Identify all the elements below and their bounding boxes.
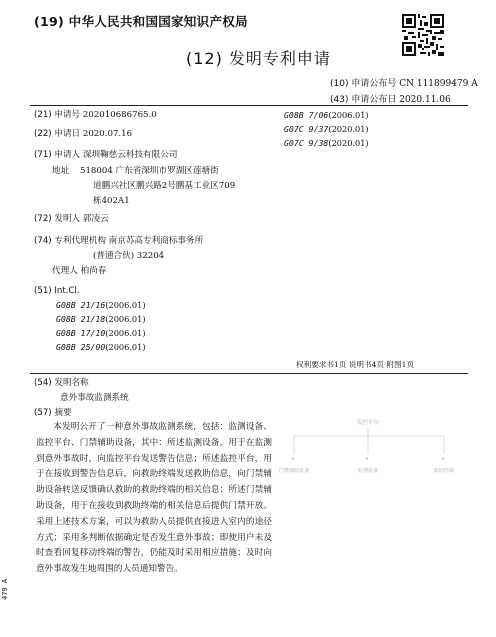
abstract-label: (57) 摘要 [34,408,72,418]
intcl-item: G08B 21/18(2006.01) [56,314,146,324]
intcl-label: (51) Int.Cl. [34,286,80,296]
agency-line-2: (普通合伙) 32204 [93,251,165,261]
address-line-1: 518004 广东省深圳市罗湖区莲塘街 [80,166,219,176]
application-date-row [34,127,132,141]
publication-date-label: (43) 申请公布日 [330,95,397,105]
side-publication-number: 479 A [1,578,9,600]
invention-title: 意外事故监测系统 [60,393,129,403]
page-counts: 权利要求书1页 说明书4页 附图1页 [296,360,415,369]
intcl-item: G08B 7/06(2006.01) [284,110,369,120]
figure-label: 监测设备 [357,468,379,474]
header-divider [30,105,468,106]
application-date: 2020.07.16 [82,129,133,139]
inventor-row [34,212,109,226]
agent-label: 代理人 [52,266,78,276]
figure-label: 救助终端 [433,468,455,474]
figure-label: 门禁辅助设备 [278,468,310,474]
application-number-label: (21) 申请号 [34,110,81,120]
publication-number: CN 111899479 A [399,79,478,89]
figure-top-label: 监控平台 [356,420,380,426]
applicant-row [34,148,177,162]
agent: 柏尚春 [80,266,107,276]
arrow-icon: ▾ [366,456,369,461]
agent-row [52,264,106,278]
qr-code-icon [402,14,444,56]
intcl-item: G07C 9/38(2020.01) [284,138,369,148]
intcl-item: G08B 21/16(2006.01) [56,300,146,310]
agency-label: (74) 专利代理机构 [34,236,106,246]
publication-number-row [330,76,478,89]
applicant-label: (71) 申请人 [34,150,81,160]
intcl-item: G08B 17/10(2006.01) [56,328,146,338]
agency-row [34,234,203,248]
abstract-figure [258,410,486,500]
abstract-text: 本发明公开了一种意外事故监测系统，包括：监测设备、监控平台、门禁辅助设备，其中：所述监测设备，用于在监测到意外事故时，向监控平台发送警告信息；所述监控平台，用于在接收到警告信息后，向救助终端发送救助信息，向门禁辅助设备转送反馈确认救助的救助终端的相关信息；所述门禁辅助设备，用于在接收到救助终端的相关信息后提供门禁开放。采用上述技术方案，可以为救助人员提供直接进入室内的途径方式；采用多判断依据确定是否发生意外事故；即使用户未及时查看回复移动终端的警告，仍能及时采用相应措施；及时向意外事故发生地周围的人员通知警告。 [36,422,272,575]
application-date-label: (22) 申请日 [34,129,81,139]
application-number-row [34,108,157,122]
applicant: 深圳鞠慈云科技有限公司 [82,150,178,160]
intcl-list [56,298,146,354]
publication-number-label: (10) 申请公布号 [330,79,397,89]
arrow-icon: ▾ [442,456,445,461]
intcl-right-list [284,108,369,150]
title-label: (54) 发明名称 [34,378,89,388]
intcl-item: G07C 9/37(2020.01) [284,124,369,134]
intcl-item: G08B 25/00(2006.01) [56,342,146,352]
address-label: 地址 [52,166,70,176]
publication-date: 2020.11.06 [399,95,451,105]
section-divider [30,373,468,374]
inventor-label: (72) 发明人 [34,214,81,224]
address-line-2: 道鹏兴社区鹏兴路2号鹏基工业区709 [93,181,236,191]
address-line-3: 栋402A1 [93,196,130,206]
agency: 南京苏高专利商标事务所 [108,236,204,246]
organization-header: (19) 中华人民共和国国家知识产权局 [34,14,248,29]
arrow-icon: ▾ [292,456,295,461]
inventor: 郭凌云 [82,214,109,224]
publication-date-row [330,92,451,105]
application-number: 202010686765.0 [82,110,157,120]
document-type: (12) 发明专利申请 [186,49,331,68]
